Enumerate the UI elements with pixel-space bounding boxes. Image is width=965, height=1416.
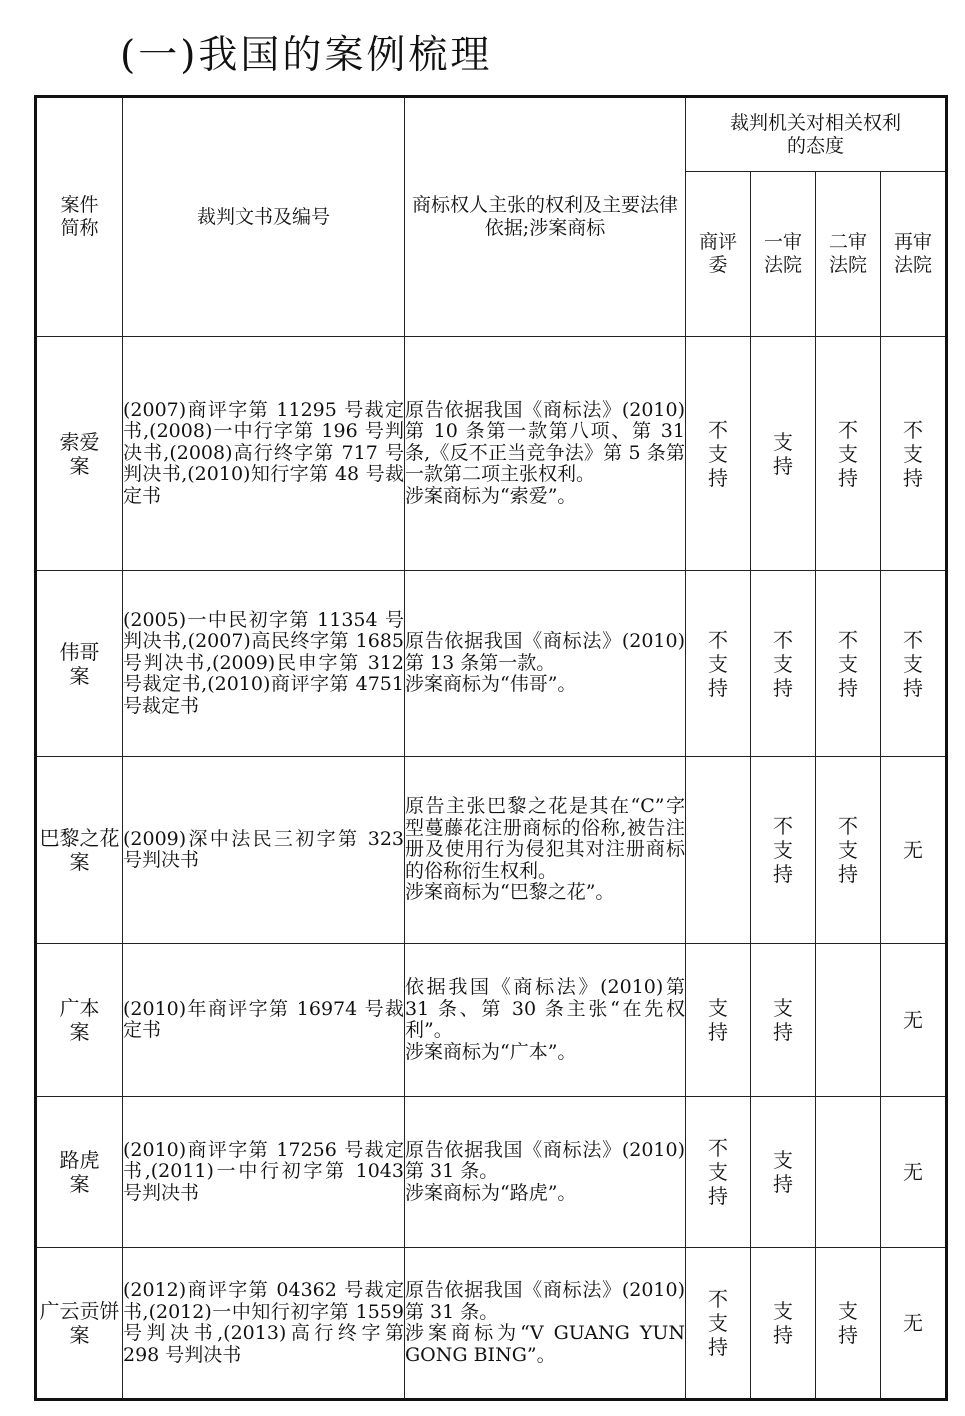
table-row [36, 1248, 947, 1400]
case-table [34, 95, 948, 1401]
header-body-first-instance: 一审法院 [751, 172, 816, 337]
attitude-second-instance: 不支持 [816, 571, 881, 757]
table-row [36, 337, 947, 571]
attitude-retrial: 无 [881, 1248, 947, 1400]
table-row [36, 757, 947, 944]
attitude-second-instance: 支持 [816, 1248, 881, 1400]
claim-cell: 原告依据我国《商标法》(2010)第 31 条。 涉案商标为“V GUANG YUN GONG BING”。 [405, 1248, 686, 1400]
claim-cell: 原告依据我国《商标法》(2010)第 10 条第一款第八项、第 31 条,《反不正当竞争法》第 5 条第一款第二项主张权利。 涉案商标为“索爱”。 [405, 337, 686, 571]
case-name-cell: 伟哥案 [36, 571, 123, 757]
header-body-second-instance: 二审法院 [816, 172, 881, 337]
attitude-trademark-board: 不支持 [686, 1097, 751, 1248]
attitude-trademark-board: 不支持 [686, 1248, 751, 1400]
document-cell: (2009)深中法民三初字第 323 号判决书 [123, 757, 405, 944]
claim-cell: 原告主张巴黎之花是其在“C”字型蔓藤花注册商标的俗称,被告注册及使用行为侵犯其对注册商标的俗称衍生权利。 涉案商标为“巴黎之花”。 [405, 757, 686, 944]
attitude-trademark-board [686, 757, 751, 944]
attitude-retrial: 不支持 [881, 337, 947, 571]
attitude-retrial: 无 [881, 944, 947, 1097]
attitude-retrial: 无 [881, 757, 947, 944]
attitude-trademark-board: 不支持 [686, 571, 751, 757]
case-name-cell: 路虎案 [36, 1097, 123, 1248]
document-cell: (2010)商评字第 17256 号裁定书,(2011)一中行初字第 1043 号判决书 [123, 1097, 405, 1248]
attitude-first-instance: 支持 [751, 944, 816, 1097]
section-title: (一)我国的案例梳理 [120, 33, 493, 78]
case-name-cell: 广云贡饼案 [36, 1248, 123, 1400]
header-row-top [36, 97, 947, 172]
attitude-second-instance: 不支持 [816, 337, 881, 571]
table-row [36, 944, 947, 1097]
header-case-name: 案件简称 [36, 97, 123, 337]
document-cell: (2010)年商评字第 16974 号裁定书 [123, 944, 405, 1097]
table-row [36, 1097, 947, 1248]
case-name-cell: 广本案 [36, 944, 123, 1097]
case-name-cell: 索爱案 [36, 337, 123, 571]
header-claim: 商标权人主张的权利及主要法律依据;涉案商标 [405, 97, 686, 337]
attitude-first-instance: 不支持 [751, 571, 816, 757]
table-row [36, 571, 947, 757]
claim-cell: 原告依据我国《商标法》(2010)第 31 条。 涉案商标为“路虎”。 [405, 1097, 686, 1248]
attitude-second-instance: 不支持 [816, 757, 881, 944]
case-name-cell: 巴黎之花案 [36, 757, 123, 944]
header-body-retrial: 再审法院 [881, 172, 947, 337]
claim-cell: 原告依据我国《商标法》(2010)第 13 条第一款。 涉案商标为“伟哥”。 [405, 571, 686, 757]
document-cell: (2005)一中民初字第 11354 号判决书,(2007)高民终字第 1685 号判决书,(2009)民申字第 312 号裁定书,(2010)商评字第 4751 号裁定书 [123, 571, 405, 757]
attitude-retrial: 无 [881, 1097, 947, 1248]
attitude-trademark-board: 支持 [686, 944, 751, 1097]
header-body-trademark-board: 商评委 [686, 172, 751, 337]
attitude-first-instance: 支持 [751, 337, 816, 571]
attitude-retrial: 不支持 [881, 571, 947, 757]
document-cell: (2007)商评字第 11295 号裁定书,(2008)一中行字第 196 号判决书,(2008)高行终字第 717 号判决书,(2010)知行字第 48 号裁定书 [123, 337, 405, 571]
attitude-first-instance: 支持 [751, 1097, 816, 1248]
header-attitude: 裁判机关对相关权利的态度 [686, 97, 947, 172]
attitude-first-instance: 支持 [751, 1248, 816, 1400]
attitude-second-instance [816, 1097, 881, 1248]
attitude-first-instance: 不支持 [751, 757, 816, 944]
header-document: 裁判文书及编号 [123, 97, 405, 337]
attitude-trademark-board: 不支持 [686, 337, 751, 571]
claim-cell: 依据我国《商标法》(2010)第 31 条、第 30 条主张“在先权利”。 涉案商标为“广本”。 [405, 944, 686, 1097]
document-cell: (2012)商评字第 04362 号裁定书,(2012)一中知行初字第 1559 号判决书,(2013)高行终字第 298 号判决书 [123, 1248, 405, 1400]
attitude-second-instance [816, 944, 881, 1097]
